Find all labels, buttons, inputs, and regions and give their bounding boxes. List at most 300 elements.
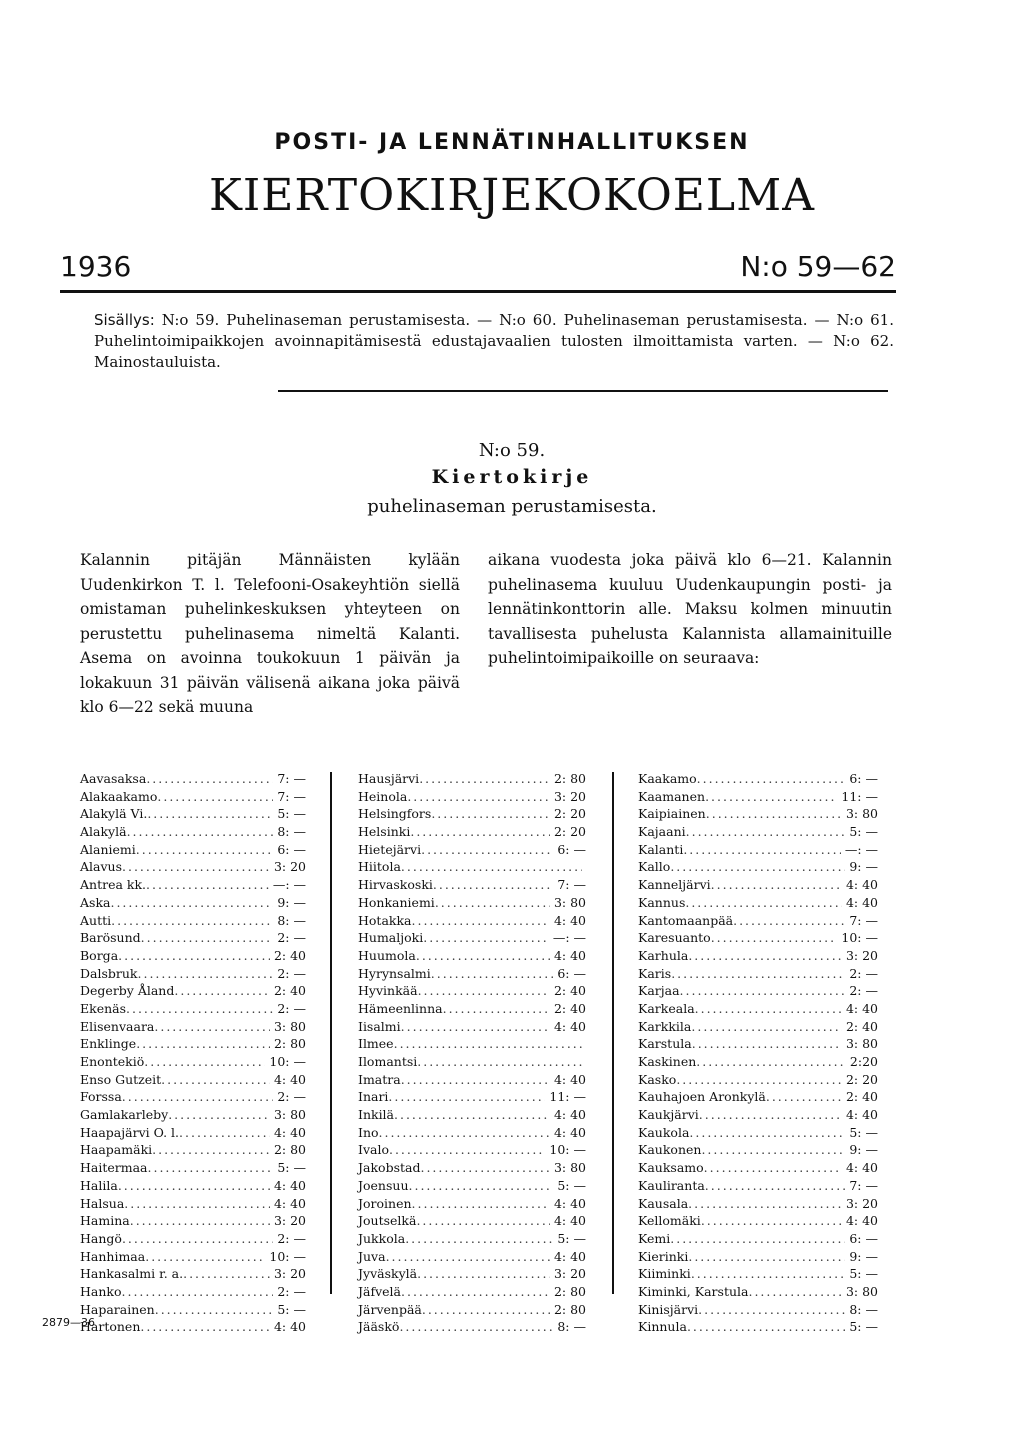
leader-dots [419,770,550,788]
rate-row [80,1124,306,1142]
leader-dots [118,947,270,965]
place-name: Jakobstad [358,1160,421,1176]
rate-value: 3: 20 [553,788,586,804]
rate-row [638,1018,878,1036]
rate-value: 6: — [849,771,878,786]
leader-dots [138,965,274,983]
rate-row [80,912,306,930]
rate-row [638,912,878,930]
rate-row [358,788,586,806]
place-name: Hietejärvi [358,841,422,857]
rate-value: 5: — [849,824,878,840]
leader-dots [687,1318,845,1336]
rate-value: 2: 80 [553,771,586,786]
rate-value: 11: — [549,1089,586,1105]
leader-dots [416,947,550,965]
leader-dots [698,1301,845,1319]
leader-dots [766,1088,842,1106]
place-name: Karhula [638,947,689,963]
leader-dots [410,823,550,841]
leader-dots [670,858,845,876]
rate-value: 4: 40 [273,1177,306,1193]
rate-value: 5: — [277,1301,306,1317]
leader-dots [686,823,846,841]
rate-row [80,770,306,788]
leader-dots [683,841,841,859]
leader-dots [394,1106,550,1124]
rate-value: 8: — [277,824,306,840]
place-name: Jääskö [358,1319,400,1335]
rate-value: 2: 20 [845,1071,878,1087]
contents-rule [278,390,888,392]
leader-dots [405,1230,553,1248]
rate-value: 4: 40 [553,1018,586,1034]
rate-row [638,1265,878,1283]
place-name: Honkaniemi [358,894,435,910]
print-code: 2879—36 [42,1316,95,1329]
place-name: Elisenvaara [80,1018,155,1034]
rate-row [358,1071,586,1089]
leader-dots [122,858,270,876]
leader-dots [688,1248,845,1266]
rate-row [358,912,586,930]
rate-row [80,982,306,1000]
rate-row [358,805,586,823]
rate-value: 9: — [277,894,306,910]
rate-row [638,823,878,841]
issue-numbers: N:o 59—62 [740,250,896,283]
place-name: Kajaani [638,824,686,840]
leader-dots [110,894,273,912]
rate-value [582,858,586,876]
place-name: Autti [80,912,112,928]
rate-value: 4: 40 [273,1071,306,1087]
rate-row [358,858,586,876]
rate-row [80,894,306,912]
rate-row [80,1053,306,1071]
rate-row [358,1053,586,1071]
rate-row [638,1212,878,1230]
rate-row [358,947,586,965]
rate-row [358,1177,586,1195]
place-name: Kauksamo [638,1160,704,1176]
place-name: Ilomantsi [358,1054,418,1069]
place-name: Ivalo [358,1142,389,1158]
leader-dots [124,1195,270,1213]
place-name: Kiminki, Karstula [638,1283,749,1299]
leader-dots [388,1088,545,1106]
rate-row [358,929,586,947]
rate-value: 4: 40 [553,1124,586,1140]
rate-row [358,1195,586,1213]
rate-row [80,805,306,823]
circular-subject: puhelinaseman perustamisesta. [367,496,657,517]
leader-dots [701,1141,845,1159]
leader-dots [701,1212,842,1230]
leader-dots [145,1248,265,1266]
leader-dots [423,929,549,947]
rate-column-3 [638,770,878,1336]
rate-column-2 [358,770,586,1336]
leader-dots [412,912,550,930]
rate-value: 4: 40 [273,1319,306,1335]
rate-value [582,1035,586,1053]
rate-row [358,823,586,841]
leader-dots [711,929,838,947]
collection-title: KIERTOKIRJEKOKOELMA [209,170,815,221]
leader-dots [401,858,582,876]
rate-row [358,1035,586,1053]
leader-dots [695,1000,842,1018]
place-name: Enontekiö [80,1054,145,1069]
place-name: Helsingfors [358,806,432,822]
leader-dots [152,1141,270,1159]
leader-dots [401,1071,550,1089]
place-name: Kiiminki [638,1266,691,1282]
rate-value: 2: — [277,930,306,946]
leader-dots [696,1053,846,1071]
place-name: Halsua [80,1195,125,1211]
leader-dots [394,1035,582,1053]
leader-dots [443,1000,550,1018]
column-divider [330,772,332,1294]
rate-row [358,1283,586,1301]
rate-row [638,1124,878,1142]
rate-value: 5: — [849,1124,878,1140]
leader-dots [417,1265,550,1283]
rate-row [80,1000,306,1018]
place-name: Hanhimaa [80,1248,146,1264]
rate-row [638,894,878,912]
rate-value: 6: — [557,965,586,981]
rate-row [358,1265,586,1283]
rate-row [80,788,306,806]
leader-dots [417,1053,582,1071]
rate-row [358,1124,586,1142]
leader-dots [401,1283,550,1301]
rate-row [638,1035,878,1053]
place-name: Kantomaanpää [638,912,734,928]
rate-row [358,1018,586,1036]
year-label: 1936 [60,250,132,283]
leader-dots [140,1318,270,1336]
leader-dots [147,805,273,823]
place-name: Ekenäs [80,1000,127,1016]
leader-dots [704,1159,842,1177]
rate-row [638,788,878,806]
rate-row [80,1106,306,1124]
rate-row [358,1088,586,1106]
leader-dots [136,1035,270,1053]
rate-value: 7: — [277,788,306,804]
rate-row [80,823,306,841]
rate-row [80,1141,306,1159]
rate-value: 9: — [849,1142,878,1158]
leader-dots [705,788,837,806]
rate-value: 2: 40 [273,947,306,963]
leader-dots [431,805,550,823]
rate-row [638,1088,878,1106]
rate-value: 4: 40 [553,1195,586,1211]
leader-dots [168,1106,270,1124]
rate-row [358,1000,586,1018]
rate-row [638,1177,878,1195]
leader-dots [154,1018,270,1036]
rate-row [638,1071,878,1089]
leader-dots [130,1212,270,1230]
rate-value: 7: — [849,912,878,928]
place-name: Ilmee [358,1036,394,1052]
place-name: Kauliranta [638,1177,705,1193]
place-name: Hirvaskoski [358,877,433,893]
place-name: Kaamanen [638,788,706,804]
place-name: Kierinki [638,1248,689,1264]
rate-value: 10: — [269,1248,306,1264]
rate-value: 11: — [841,788,878,804]
rate-value [582,1053,586,1071]
rate-value: 9: — [849,859,878,875]
leader-dots [122,1088,274,1106]
rate-value: 6: — [557,841,586,857]
rate-value: 5: — [849,1266,878,1282]
place-name: Karkeala [638,1000,695,1016]
rate-row [638,1141,878,1159]
rate-row [638,876,878,894]
place-name: Hamina [80,1213,130,1229]
rate-row [638,858,878,876]
rate-value: 10: — [269,1054,306,1069]
leader-dots [418,982,550,1000]
column-divider [612,772,614,1294]
rate-row [358,1230,586,1248]
rate-row [358,982,586,1000]
place-name: Kausala [638,1195,689,1211]
place-name: Kalanti [638,841,684,857]
leader-dots [670,1230,845,1248]
rate-value: 2: 20 [553,806,586,822]
rate-row [80,1265,306,1283]
rate-value: 5: — [557,1177,586,1193]
place-name: Hangö [80,1230,122,1246]
leader-dots [126,1000,273,1018]
rate-value: 2: — [277,1089,306,1105]
rate-row [80,1035,306,1053]
rate-row [358,876,586,894]
place-name: Jyväskylä [358,1266,418,1282]
rate-row [358,841,586,859]
rate-value: 2: 40 [845,1089,878,1105]
leader-dots [697,770,846,788]
rate-row [638,929,878,947]
rate-value: —: — [272,877,306,893]
rate-value: 3: 80 [845,806,878,822]
rate-value: 2: 40 [845,1018,878,1034]
place-name: Alakylä [80,824,127,840]
leader-dots [676,1071,842,1089]
rate-row [638,1053,878,1071]
rate-row [80,1018,306,1036]
rate-value: 2: — [849,983,878,999]
place-name: Hausjärvi [358,771,420,786]
place-name: Helsinki [358,824,411,840]
place-name: Hartonen [80,1319,141,1335]
place-name: Ino [358,1124,379,1140]
rate-value: 4: 40 [553,947,586,963]
place-name: Karis [638,965,672,981]
place-name: Kaipiainen [638,806,706,822]
rate-value: 2: 40 [553,1000,586,1016]
leader-dots [705,1177,846,1195]
rate-row [638,1248,878,1266]
place-name: Kaskinen [638,1054,697,1069]
place-name: Kinnula [638,1319,687,1335]
rate-row [80,1230,306,1248]
rate-value: 8: — [557,1319,586,1335]
place-name: Inari [358,1089,389,1105]
leader-dots [685,894,842,912]
rate-value: 4: 40 [845,877,878,893]
rate-row [638,1283,878,1301]
rate-value: 7: — [849,1177,878,1193]
place-name: Haapamäki [80,1142,153,1158]
place-name: Forssa [80,1089,122,1105]
leader-dots [379,1124,550,1142]
rate-row [638,1230,878,1248]
rate-row [80,1212,306,1230]
rate-row [80,1195,306,1213]
place-name: Haitermaa [80,1160,148,1176]
place-name: Hankasalmi r. a. [80,1266,184,1282]
place-name: Inkilä [358,1107,395,1123]
header-rule [60,290,896,293]
rate-row [638,1159,878,1177]
place-name: Hanko [80,1283,122,1299]
leader-dots [748,1283,841,1301]
leader-dots [141,929,274,947]
rate-value: —: — [844,841,878,857]
leader-dots [412,1195,550,1213]
rate-value: 4: 40 [845,1107,878,1123]
rate-value: 3: 80 [553,1160,586,1176]
leader-dots [689,1124,845,1142]
place-name: Joensuu [358,1177,409,1193]
place-name: Kinisjärvi [638,1301,699,1317]
place-name: Enklinge [80,1036,137,1052]
rate-row [358,1212,586,1230]
leader-dots [433,876,553,894]
contents-text: N:o 59. Puhelinaseman perustamisesta. — N:o 60. Puhelinaseman perustamisesta. — N:o 61. Puhelintoimipaikkojen avoinnapitämisestä edustajavaalien tulosten ilmoittamista varten. — N:o 62. Mainostauluista. [94,311,894,371]
rate-value: 4: 40 [845,1000,878,1016]
rate-value: 4: 40 [553,1071,586,1087]
rate-value: 2: — [277,965,306,981]
place-name: Heinola [358,788,408,804]
rate-value: 4: 40 [273,1195,306,1211]
leader-dots [148,1159,274,1177]
place-name: Gamlakarleby [80,1107,169,1123]
leader-dots [711,876,842,894]
rate-value: 4: 40 [845,894,878,910]
place-name: Juva [358,1248,386,1264]
rate-row [80,876,306,894]
leader-dots [435,894,550,912]
circular-number: N:o 59. [478,440,546,461]
rate-value: 5: — [277,1160,306,1176]
rate-value: 2: 20 [553,824,586,840]
place-name: Hiitola [358,859,401,875]
place-name: Haapajärvi O. l. [80,1124,180,1140]
place-name: Haparainen [80,1301,155,1317]
rate-row [358,1141,586,1159]
rate-value: 3: 80 [273,1107,306,1123]
rate-row [638,1106,878,1124]
place-name: Alavus [80,859,123,875]
leader-dots [691,1265,846,1283]
rate-value: 10: — [841,930,878,946]
rate-row [80,1248,306,1266]
rate-value: 2: 80 [273,1142,306,1158]
circular-kind: Kiertokirje [431,466,593,488]
rate-row [638,841,878,859]
leader-dots [733,912,845,930]
leader-dots [122,1283,274,1301]
place-name: Joutselkä [358,1213,417,1229]
rate-value: 4: 40 [553,1107,586,1123]
place-name: Kemi [638,1230,671,1246]
rate-value: 4: 40 [273,1124,306,1140]
place-name: Barösund [80,930,141,946]
rate-row [80,1301,306,1319]
rate-row [358,1318,586,1336]
rate-row [80,1318,306,1336]
rate-row [80,1177,306,1195]
rate-value: 5: — [277,806,306,822]
rate-value: 3: 80 [845,1283,878,1299]
rate-value: 3: 80 [273,1018,306,1034]
leader-dots [420,1159,549,1177]
rate-value: 3: 20 [273,1266,306,1282]
leader-dots [422,1301,550,1319]
place-name: Aavasaksa [80,771,147,786]
rate-row [638,982,878,1000]
leader-dots [183,1265,270,1283]
rate-value: 2: — [277,1283,306,1299]
leader-dots [161,1071,270,1089]
place-name: Kasko [638,1071,677,1087]
place-name: Halila [80,1177,118,1193]
rate-row [638,947,878,965]
leader-dots [671,965,845,983]
place-name: Joroinen [358,1195,412,1211]
rate-value: 5: — [849,1319,878,1335]
place-name: Hotakka [358,912,412,928]
place-name: Antrea kk. [80,877,147,893]
place-name: Dalsbruk [80,965,138,981]
body-text-right: aikana vuodesta joka päivä klo 6—21. Kalannin puhelinasema kuuluu Uudenkaupungin posti- ja lennätinkonttorin alle. Maksu kolmen minuutin tavallisesta puhelusta Kalannista allamainituille puhelintoimipaikoille on seuraava: [488,551,892,667]
leader-dots [688,947,842,965]
rate-value: 3: 80 [845,1036,878,1052]
rate-value: 10: — [549,1142,586,1158]
rate-row [80,1071,306,1089]
leader-dots [136,841,274,859]
rate-value: 8: — [277,912,306,928]
rate-value: 2: 80 [273,1036,306,1052]
contents-lead: Sisällys: [94,311,155,329]
place-name: Karesuanto [638,930,711,946]
rate-row [358,965,586,983]
place-name: Alaniemi [80,841,136,857]
leader-dots [146,876,269,894]
place-name: Humaljoki [358,930,424,946]
